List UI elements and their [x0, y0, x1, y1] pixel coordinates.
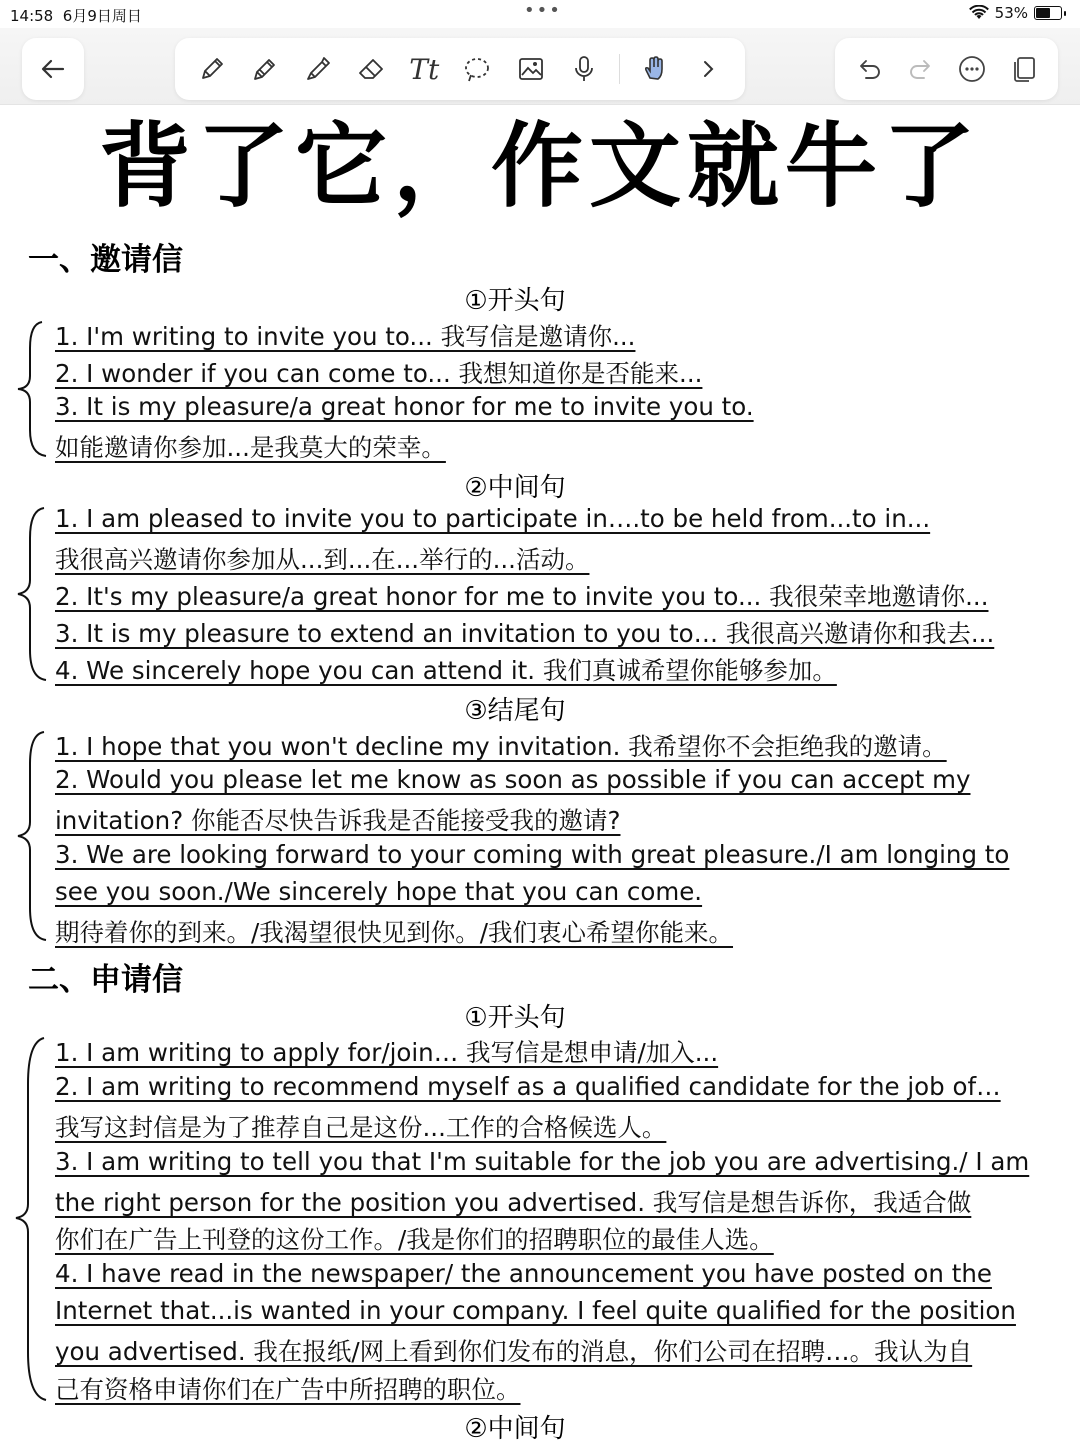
drawing-tools [175, 38, 745, 100]
lasso-icon[interactable] [459, 51, 495, 87]
list-item: invitation? 你能否尽快告诉我是否能接受我的邀请? [55, 806, 621, 835]
list-item: 2. Would you please let me know as soon as possible if you can accept my [55, 765, 971, 794]
list-item: 如能邀请你参加...是我莫大的荣幸。 [55, 433, 446, 462]
sub-heading: ②中间句 [464, 473, 566, 503]
brace-icon [12, 728, 52, 944]
back-button[interactable] [22, 38, 84, 100]
battery-icon [1034, 6, 1062, 20]
list-item: you advertised. 我在报纸/网上看到你们发布的消息，你们公司在招聘…。我认为自 [55, 1337, 973, 1366]
status-time: 14:58 6月9日周日 [10, 7, 142, 25]
list-item: 4. We sincerely hope you can attend it. 我们真诚希望你能够参加。 [55, 656, 837, 685]
hand-pointer-icon[interactable] [637, 51, 673, 87]
wifi-icon [969, 5, 989, 21]
redo-icon[interactable] [903, 51, 939, 87]
more-icon[interactable] [954, 51, 990, 87]
list-item: 2. It's my pleasure/a great honor for me to invite you to... 我很荣幸地邀请你... [55, 582, 989, 611]
list-item: Internet that...is wanted in your company. I feel quite qualified for the position [55, 1296, 1016, 1325]
list-item: 1. I am pleased to invite you to participate in….to be held from...to in... [55, 504, 931, 533]
section-title: 二、申请信 [28, 962, 183, 998]
eraser-icon[interactable] [353, 51, 389, 87]
list-item: 1. I'm writing to invite you to... 我写信是邀请你... [55, 322, 636, 351]
list-item: 3. It is my pleasure to extend an invitation to you to… 我很高兴邀请你和我去... [55, 619, 995, 648]
sub-heading: ①开头句 [464, 1003, 566, 1033]
list-item: 我很高兴邀请你参加从...到...在...举行的...活动。 [55, 545, 590, 574]
sub-heading: ①开头句 [464, 286, 566, 316]
sub-heading: ③结尾句 [464, 696, 566, 726]
section-title: 一、邀请信 [28, 242, 183, 278]
brace-icon [12, 504, 52, 684]
list-item: see you soon./We sincerely hope that you can come. [55, 877, 703, 906]
multitasking-dots[interactable]: ••• [524, 0, 562, 21]
image-icon[interactable] [513, 51, 549, 87]
brace-icon [12, 1034, 52, 1404]
list-item: 3. I am writing to tell you that I'm suitable for the job you are advertising./ I am [55, 1147, 1030, 1176]
status-bar [0, 0, 1080, 28]
microphone-icon[interactable] [566, 51, 602, 87]
list-item: 3. It is my pleasure/a great honor for me to invite you to. [55, 392, 754, 421]
text-tool-icon[interactable]: Tt [409, 52, 440, 86]
list-item: 3. We are looking forward to your coming with great pleasure./I am longing to [55, 840, 1010, 869]
list-item: the right person for the position you advertised. 我写信是想告诉你，我适合做 [55, 1188, 972, 1217]
sub-heading: ②中间句 [464, 1414, 566, 1444]
brace-icon [12, 318, 52, 460]
list-item: 期待着你的到来。/我渴望很快见到你。/我们衷心希望你能来。 [55, 918, 734, 947]
status-indicators [969, 4, 1066, 22]
arrow-left-icon [39, 55, 67, 83]
pages-icon[interactable] [1006, 51, 1042, 87]
chevron-right-icon[interactable] [690, 51, 726, 87]
list-item: 己有资格申请你们在广告中所招聘的职位。 [55, 1375, 521, 1404]
battery-percent: 53% [994, 4, 1028, 22]
document-actions [835, 38, 1058, 100]
list-item: 1. I hope that you won't decline my invitation. 我希望你不会拒绝我的邀请。 [55, 732, 947, 761]
pen-icon[interactable] [194, 51, 230, 87]
list-item: 2. I am writing to recommend myself as a qualified candidate for the job of… [55, 1072, 1001, 1101]
list-item: 2. I wonder if you can come to... 我想知道你是否能来... [55, 359, 703, 388]
list-item: 你们在广告上刊登的这份工作。/我是你们的招聘职位的最佳人选。 [55, 1225, 774, 1254]
highlighter-icon[interactable] [300, 51, 336, 87]
list-item: 4. I have read in the newspaper/ the announcement you have posted on the [55, 1259, 992, 1288]
list-item: 我写这封信是为了推荐自己是这份...工作的合格候选人。 [55, 1113, 667, 1142]
pencil-icon[interactable] [247, 51, 283, 87]
list-item: 1. I am writing to apply for/join… 我写信是想申请/加入... [55, 1038, 719, 1067]
page-title: 背了它，作文就牛了 [98, 113, 981, 220]
undo-icon[interactable] [851, 51, 887, 87]
toolbar-separator [619, 54, 620, 84]
